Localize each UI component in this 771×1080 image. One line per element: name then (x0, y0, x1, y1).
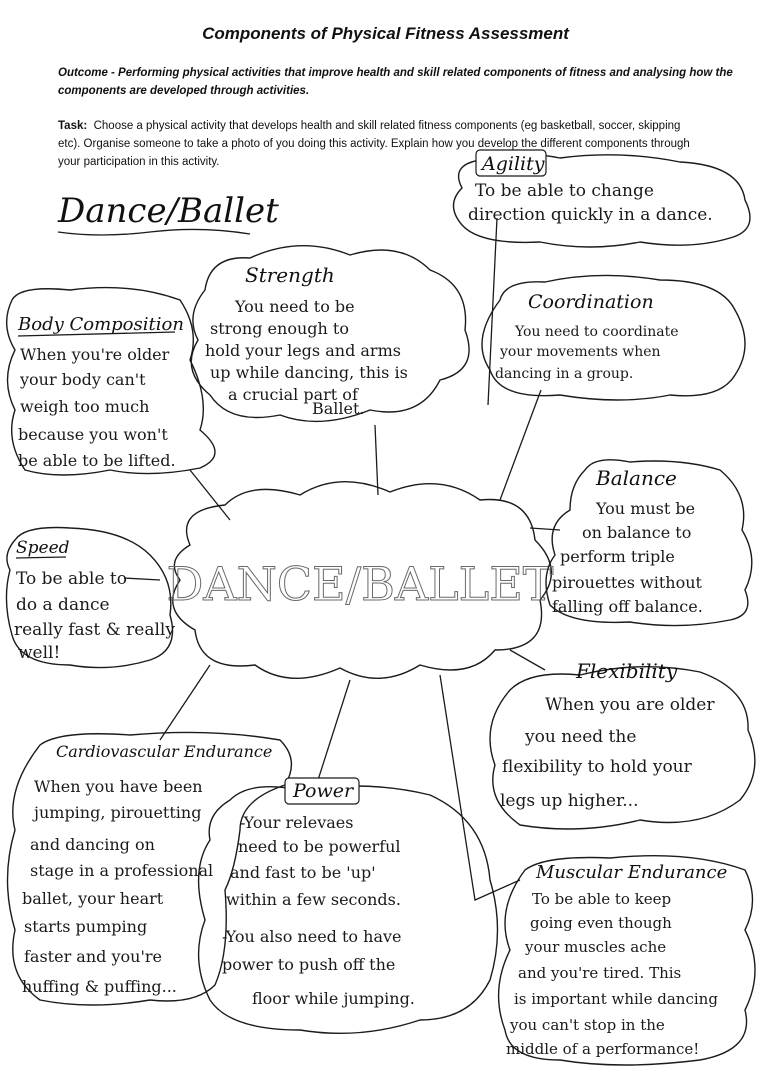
muscular-endurance-line: you can't stop in the (510, 1016, 665, 1034)
coordination-line: You need to coordinate (515, 324, 679, 340)
power-line: -You also need to have (222, 927, 402, 946)
strength-line: a crucial part of (228, 385, 358, 404)
component-balance (546, 460, 752, 626)
strength-line: Ballet. (312, 399, 365, 418)
muscular-endurance-line: middle of a performance! (506, 1040, 700, 1058)
center-cloud (166, 482, 553, 679)
coordination-title: Coordination (528, 291, 654, 313)
power-title: Power (293, 780, 354, 802)
component-strength (191, 246, 469, 422)
speed-line: well! (18, 643, 61, 663)
muscular-endurance-line: and you're tired. This (518, 964, 682, 982)
component-flexibility (490, 659, 755, 829)
cardiovascular-endurance-line: ballet, your heart (22, 889, 164, 908)
task-text: Choose a physical activity that develops health and skill related fitness components (eg basketball, soccer, skipping etc). Organise someone to take a photo of you doing this activity. Explain how you develop the different components through your participation in this activity. (58, 120, 690, 168)
page-title: Components of Physical Fitness Assessment (202, 24, 569, 43)
strength-line: up while dancing, this is (210, 363, 408, 382)
flexibility-title: Flexibility (576, 659, 678, 683)
speed-line: do a dance (16, 595, 110, 615)
speed-title: Speed (16, 538, 70, 558)
flexibility-line: legs up higher... (500, 791, 639, 811)
cardiovascular-endurance-line: jumping, pirouetting (34, 803, 202, 822)
flexibility-text (500, 695, 720, 811)
activity-heading-text: Dance/Ballet (58, 191, 279, 231)
agility-line: direction quickly in a dance. (468, 205, 713, 225)
power-text (222, 813, 415, 1008)
balance-line: You must be (596, 499, 696, 518)
power-line: floor while jumping. (252, 989, 415, 1008)
strength-line: You need to be (235, 297, 355, 316)
balance-line: falling off balance. (552, 597, 703, 616)
task-label: Task: (58, 120, 88, 132)
power-line: -Your relevaes (240, 813, 354, 832)
body-composition-line: your body can't (20, 370, 146, 389)
muscular-endurance-text (506, 890, 723, 1058)
strength-text (205, 297, 413, 418)
cardiovascular-endurance-text (22, 777, 218, 996)
activity-heading (57, 191, 279, 235)
power-line: and fast to be 'up' (230, 863, 376, 882)
cardiovascular-endurance-line: stage in a professional (30, 861, 214, 880)
cardiovascular-endurance-title: Cardiovascular Endurance (56, 742, 273, 761)
body-composition-line: weigh too much (20, 397, 150, 416)
coordination-line: your movements when (500, 344, 661, 360)
power-line: within a few seconds. (226, 890, 401, 909)
balance-line: pirouettes without (552, 573, 702, 592)
muscular-endurance-title: Muscular Endurance (536, 862, 728, 883)
speed-line: really fast & really (14, 620, 175, 640)
body-composition-line: When you're older (20, 345, 170, 364)
cardiovascular-endurance-line: huffing & puffing... (22, 977, 177, 996)
flexibility-line: you need the (525, 727, 637, 747)
coordination-text (495, 324, 683, 382)
agility-text (468, 181, 713, 225)
muscular-endurance-line: going even though (530, 914, 672, 932)
cardiovascular-endurance-line: starts pumping (24, 917, 148, 936)
component-coordination (482, 275, 745, 400)
strength-line: strong enough to (210, 319, 349, 338)
muscular-endurance-line: your muscles ache (525, 938, 667, 956)
component-speed (6, 528, 180, 668)
cardiovascular-endurance-line: and dancing on (30, 835, 155, 854)
strength-title: Strength (245, 263, 335, 287)
flexibility-line: flexibility to hold your (502, 757, 692, 777)
cardiovascular-endurance-line: faster and you're (24, 947, 162, 966)
strength-line: hold your legs and arms (205, 341, 401, 360)
body-composition-line: be able to be lifted. (18, 451, 176, 470)
cardiovascular-endurance-line: When you have been (34, 777, 203, 796)
balance-line: perform triple (560, 547, 675, 566)
component-agility (454, 150, 751, 247)
coordination-line: dancing in a group. (495, 366, 634, 382)
body-composition-title: Body Composition (18, 314, 184, 335)
body-composition-text (18, 345, 176, 470)
body-composition-line: because you won't (18, 425, 168, 444)
component-body-composition (7, 288, 215, 475)
speed-line: To be able to (16, 569, 127, 589)
power-line: need to be powerful (238, 837, 401, 856)
power-line: power to push off the (222, 955, 396, 974)
muscular-endurance-line: is important while dancing (514, 990, 718, 1008)
balance-text (552, 499, 707, 616)
muscular-endurance-line: To be able to keep (532, 890, 672, 908)
balance-title: Balance (596, 466, 677, 490)
outcome-statement: Outcome - Performing physical activities that improve health and skill related components of fitness and analysing how the components are developed through activities. (58, 67, 733, 97)
agility-title: Agility (482, 153, 545, 175)
flexibility-line: When you are older (545, 695, 715, 715)
component-power (199, 778, 498, 1033)
speed-text (14, 569, 180, 663)
balance-line: on balance to (582, 523, 692, 542)
agility-line: To be able to change (475, 181, 654, 201)
component-muscular-endurance (499, 856, 755, 1065)
center-label: DANCE/BALLET (166, 557, 554, 611)
